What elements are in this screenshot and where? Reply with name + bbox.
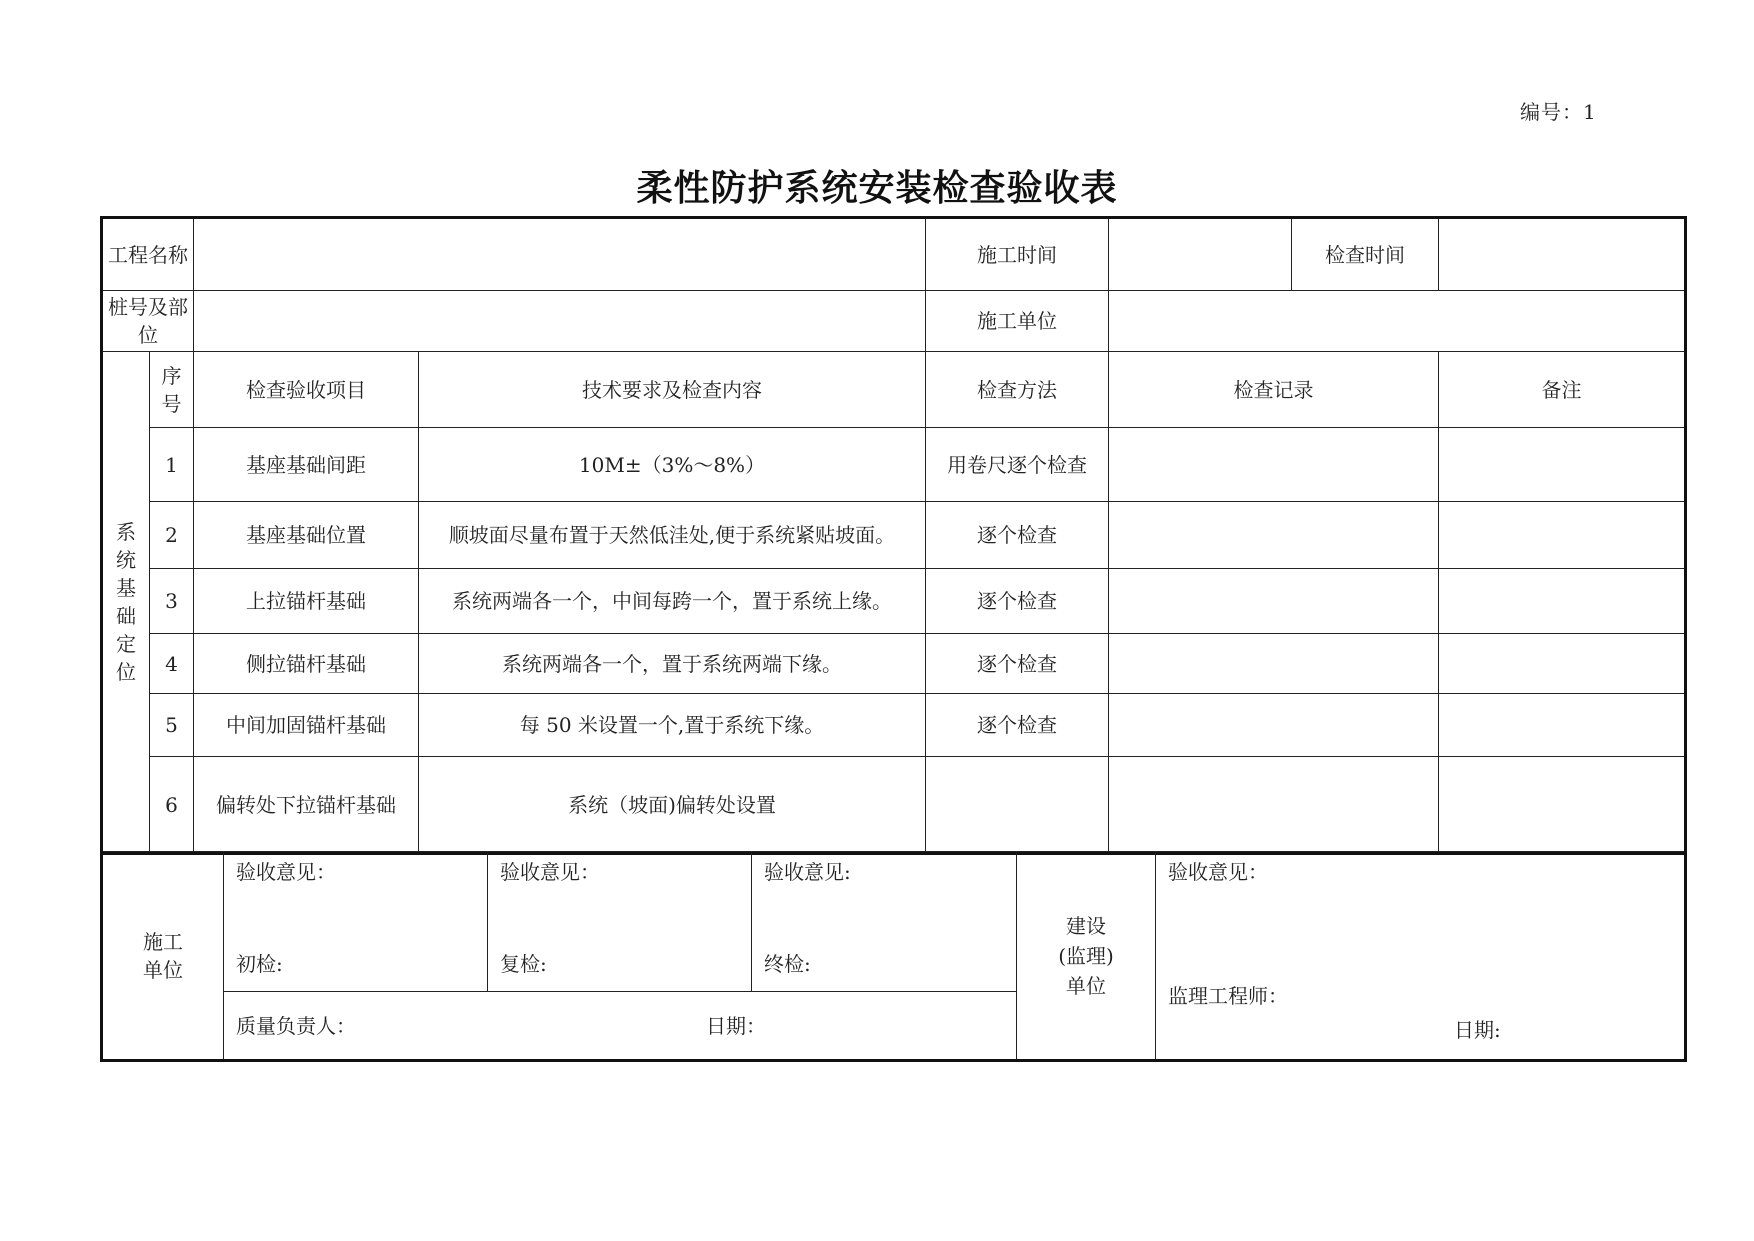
column-header-method: 检查方法 <box>926 352 1109 428</box>
document-title: 柔性防护系统安装检查验收表 <box>636 167 1118 209</box>
final-check-opinion-label: 验收意见: <box>764 860 851 884</box>
quality-lead-cell[interactable] <box>224 992 1017 1061</box>
recheck-label: 复检: <box>500 952 547 976</box>
project-name-label: 工程名称 <box>102 218 194 291</box>
row-seq: 6 <box>150 757 194 854</box>
table-row <box>102 634 1686 694</box>
row-method: 逐个检查 <box>926 569 1109 634</box>
group-label-system-foundation <box>102 352 150 854</box>
group-label-char: 基 <box>116 576 136 600</box>
row-remark-field[interactable] <box>1439 694 1686 757</box>
signoff-table <box>100 851 1687 1062</box>
final-check-cell[interactable] <box>752 852 1017 992</box>
column-header-item: 检查验收项目 <box>194 352 419 428</box>
table-row <box>102 569 1686 634</box>
construction-unit-field[interactable] <box>1109 291 1686 352</box>
initial-check-opinion-label: 验收意见： <box>236 860 336 884</box>
group-label-char: 础 <box>116 604 136 628</box>
construction-unit-signoff-label: 施工 单位 <box>102 852 224 1061</box>
row-remark-field[interactable] <box>1439 502 1686 569</box>
group-label-char: 定 <box>116 632 136 656</box>
row-method: 逐个检查 <box>926 694 1109 757</box>
row-item: 基座基础间距 <box>194 428 419 502</box>
row-method: 逐个检查 <box>926 634 1109 694</box>
quality-date-label: 日期： <box>706 1014 766 1038</box>
group-label-char: 系 <box>116 520 136 544</box>
row-method[interactable] <box>926 757 1109 854</box>
column-header-record: 检查记录 <box>1109 352 1439 428</box>
station-label: 桩号及部位 <box>102 291 194 352</box>
inspection-time-label: 检查时间 <box>1292 218 1439 291</box>
table-row <box>102 757 1686 854</box>
row-record-field[interactable] <box>1109 502 1439 569</box>
project-name-field[interactable] <box>194 218 926 291</box>
construction-time-label: 施工时间 <box>926 218 1109 291</box>
quality-lead-label: 质量负责人： <box>236 1013 356 1038</box>
initial-check-label: 初检: <box>236 952 283 976</box>
row-record-field[interactable] <box>1109 569 1439 634</box>
row-requirement: 10M±（3%～8%） <box>419 428 926 502</box>
row-remark-field[interactable] <box>1439 634 1686 694</box>
header-row-project <box>102 218 1686 291</box>
group-label-char: 位 <box>116 660 136 684</box>
column-header-row <box>102 352 1686 428</box>
row-record-field[interactable] <box>1109 757 1439 854</box>
row-item: 基座基础位置 <box>194 502 419 569</box>
header-row-station <box>102 291 1686 352</box>
final-check-label: 终检: <box>764 952 811 976</box>
row-seq: 4 <box>150 634 194 694</box>
row-remark-field[interactable] <box>1439 757 1686 854</box>
initial-check-cell[interactable] <box>224 852 488 992</box>
row-requirement: 系统两端各一个，中间每跨一个，置于系统上缘。 <box>419 569 926 634</box>
table-row <box>102 502 1686 569</box>
row-method: 逐个检查 <box>926 502 1109 569</box>
supervisor-date-label: 日期: <box>1454 1018 1501 1042</box>
row-seq: 5 <box>150 694 194 757</box>
row-item: 侧拉锚杆基础 <box>194 634 419 694</box>
inspection-table <box>100 216 1687 855</box>
row-record-field[interactable] <box>1109 694 1439 757</box>
row-requirement: 系统（坡面)偏转处设置 <box>419 757 926 854</box>
row-requirement: 每 50 米设置一个,置于系统下缘。 <box>419 694 926 757</box>
recheck-cell[interactable] <box>488 852 752 992</box>
row-remark-field[interactable] <box>1439 428 1686 502</box>
row-seq: 1 <box>150 428 194 502</box>
supervisor-opinion-label: 验收意见： <box>1168 860 1268 884</box>
row-record-field[interactable] <box>1109 634 1439 694</box>
construction-time-field[interactable] <box>1109 218 1292 291</box>
construction-unit-label: 施工单位 <box>926 291 1109 352</box>
row-seq: 3 <box>150 569 194 634</box>
column-header-remark: 备注 <box>1439 352 1686 428</box>
row-item: 上拉锚杆基础 <box>194 569 419 634</box>
row-remark-field[interactable] <box>1439 569 1686 634</box>
inspection-time-field[interactable] <box>1439 218 1686 291</box>
row-requirement: 顺坡面尽量布置于天然低洼处,便于系统紧贴坡面。 <box>419 502 926 569</box>
column-header-seq: 序 号 <box>150 352 194 428</box>
supervisor-engineer-label: 监理工程师： <box>1168 984 1288 1008</box>
row-seq: 2 <box>150 502 194 569</box>
recheck-opinion-label: 验收意见： <box>500 860 600 884</box>
document-number: 编号：1 <box>1520 100 1597 124</box>
row-item: 偏转处下拉锚杆基础 <box>194 757 419 854</box>
row-item: 中间加固锚杆基础 <box>194 694 419 757</box>
table-row <box>102 428 1686 502</box>
table-row <box>102 694 1686 757</box>
row-record-field[interactable] <box>1109 428 1439 502</box>
column-header-requirement: 技术要求及检查内容 <box>419 352 926 428</box>
supervision-unit-label: 建设 (监理) 单位 <box>1017 852 1156 1061</box>
group-label-char: 统 <box>116 548 136 572</box>
row-method: 用卷尺逐个检查 <box>926 428 1109 502</box>
supervisor-opinion-cell[interactable] <box>1156 852 1686 1061</box>
station-field[interactable] <box>194 291 926 352</box>
row-requirement: 系统两端各一个，置于系统两端下缘。 <box>419 634 926 694</box>
